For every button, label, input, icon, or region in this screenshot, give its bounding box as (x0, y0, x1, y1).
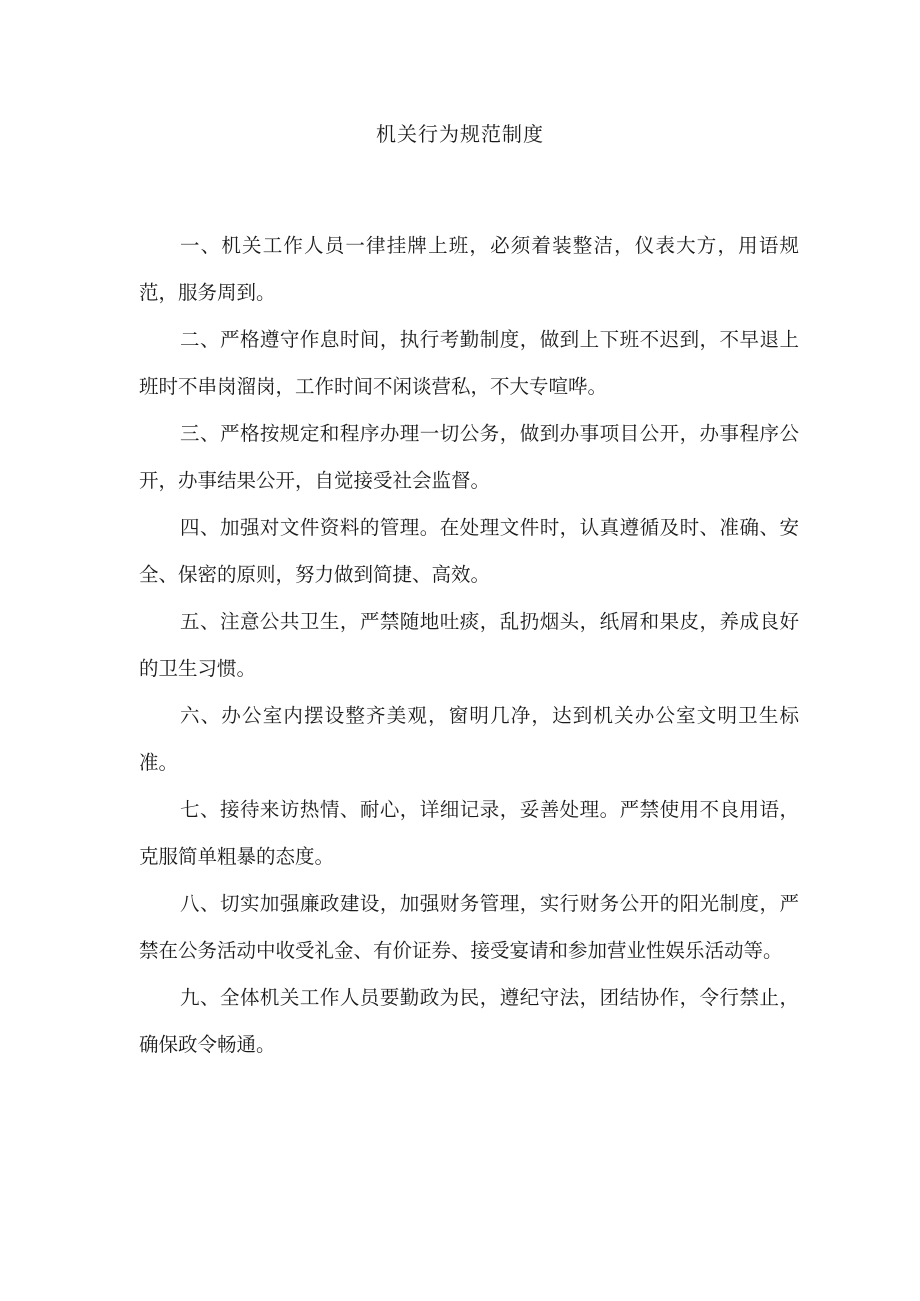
document-title: 机关行为规范制度 (376, 122, 544, 146)
paragraph-4: 四、加强对文件资料的管理。在处理文件时，认真遵循及时、准确、安全、保密的原则，努力做到简捷、高效。 (139, 516, 799, 586)
paragraph-6: 六、办公室内摆设整齐美观，窗明几净，达到机关办公室文明卫生标准。 (139, 704, 799, 774)
paragraph-8: 八、切实加强廉政建设，加强财务管理，实行财务公开的阳光制度，严禁在公务活动中收受礼金、有价证券、接受宴请和参加营业性娱乐活动等。 (139, 892, 799, 962)
paragraph-5: 五、注意公共卫生，严禁随地吐痰，乱扔烟头，纸屑和果皮，养成良好的卫生习惯。 (139, 610, 799, 680)
paragraph-9: 九、全体机关工作人员要勤政为民，遵纪守法，团结协作，令行禁止，确保政令畅通。 (139, 986, 799, 1056)
paragraph-1: 一、机关工作人员一律挂牌上班，必须着装整洁，仪表大方，用语规范，服务周到。 (139, 234, 799, 304)
document-body (139, 222, 799, 1068)
paragraph-7: 七、接待来访热情、耐心，详细记录，妥善处理。严禁使用不良用语，克服简单粗暴的态度。 (139, 798, 799, 868)
paragraph-3: 三、严格按规定和程序办理一切公务，做到办事项目公开，办事程序公开，办事结果公开，自觉接受社会监督。 (139, 422, 799, 492)
paragraph-2: 二、严格遵守作息时间，执行考勤制度，做到上下班不迟到，不早退上班时不串岗溜岗，工作时间不闲谈营私，不大专喧哗。 (139, 328, 799, 398)
